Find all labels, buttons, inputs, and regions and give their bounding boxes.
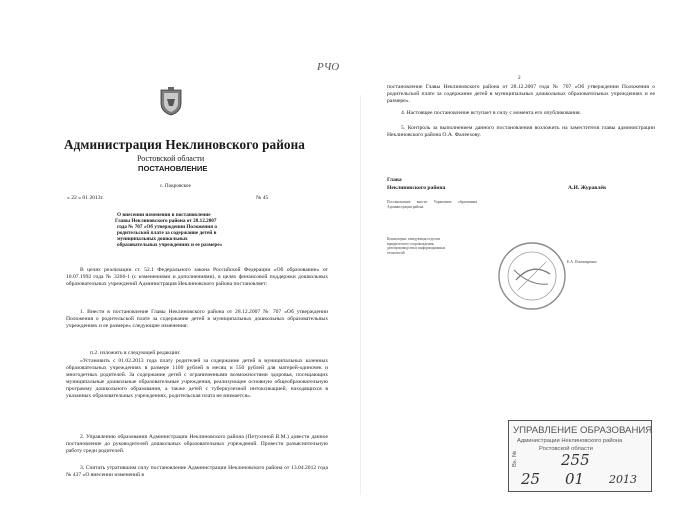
stamp-vh-number: 255 [561, 451, 590, 469]
coat-of-arms-icon [159, 86, 183, 116]
stamp-line-2: Администрации Неклиновского района [517, 438, 623, 444]
signature-name: А.И. Журавлёв [568, 185, 606, 191]
item-3: 3. Считать утратившим силу постановление Администрации Неклиновского района от 13.04.2012 года № 437 «О внесении изменений в [66, 465, 328, 478]
stamp-date-month: 01 [565, 470, 585, 488]
page-number: 2 [518, 75, 521, 81]
number-line: № 45 [256, 195, 269, 201]
signature-title: Неклиновского района [387, 185, 446, 191]
stamp-line-1: УПРАВЛЕНИЕ ОБРАЗОВАНИЯ [513, 425, 653, 436]
heading-line: О внесении изменения в постановление [117, 212, 211, 218]
heading-line: муниципальных дошкольных [117, 236, 188, 242]
stamp-date-day: 25 [521, 470, 541, 488]
admin-title: Администрация Неклиновского района [64, 137, 306, 152]
item-3-continued: постановление Главы Неклиновского района от 28.12.2007 года № 707 «Об утверждении Положения о родительской плате за содержание детей в муниципальных дошкольных образовательных учреждениях и ее размере». [387, 84, 655, 104]
heading-line: образовательных учреждениях и ее размере» [117, 242, 223, 248]
certifier-name: Е.А. Пономаренко [567, 260, 597, 264]
incoming-stamp [508, 420, 652, 492]
stamp-date-year: 2013 [609, 473, 637, 486]
heading-line: Главы Неклиновского района от 28.12.2007 [115, 218, 217, 224]
item-2: 2. Управлению образования Администрации Неклиновского района (Петухиной В.М.) довести данное постановление до руководителей дошкольных образовательных учреждений. Провести разъяснительную работу среди родителей. [66, 434, 328, 454]
heading-line: родительской плате за содержание детей в [117, 230, 217, 236]
round-seal-icon [496, 240, 568, 312]
region-line: Ростовской области [137, 154, 205, 163]
item-5: 5. Контроль за выполнением данного постановления возложить на заместителя главы администрации Неклиновского района О.А. Фалеехову. [387, 125, 655, 138]
heading-line: года № 707 «Об утверждении Положения о [117, 224, 217, 230]
stamp-line-3: Ростовской области [539, 446, 593, 452]
copy-certification: Копия верна: заведующая отделом юридического сопровождения, делопроизводства и информационных технологий [387, 237, 446, 255]
handwritten-mark: РЧО [317, 61, 340, 73]
item-4: 4. Настоящее постановление вступает в силу с момента его опубликования. [401, 110, 581, 116]
doc-type: ПОСТАНОВЛЕНИЕ [138, 164, 208, 173]
quote-paragraph: «Установить с 01.02.2013 года плату родителей за содержание детей в муниципальных казенных образовательных учреждениях в размере 1100 рублей в месяц и 550 рублей для матерей-одиночек и многодетных родителей. За содержание детей с ограниченными возможностями здоровья, посещающих муниципальные дошкольные образовательные учреждения, реализующие основную общеобразовательную программу дошкольного образования, а также детей с туберкулезной интоксикацией, находящихся в указанных образовательных учреждениях, родительская плата не взимается». [66, 358, 328, 399]
item-1: 1. Внести в постановление Главы Неклиновского района от 28.12.2007 № 707 «Об утверждении Положения о родительской плате за содержание детей в муниципальных дошкольных образовательных учреждениях и ее размере» следующие изменения: [66, 309, 328, 329]
stamp-vh-label: Вх. № [512, 450, 518, 467]
preamble-paragraph: В целях реализации ст. 52.1 Федерального закона Российской Федерации «Об образовании» от 10.07.1992 года № 3266-1 (с изменениями и дополнениями), в целях финансовой поддержки дошкольных образовательных учреждений Администрация Неклиновского района постановляет: [66, 267, 328, 287]
submitter-note: Постановление вносит Управление образования Администрации района [387, 200, 477, 209]
signature-title: Глава [387, 177, 402, 183]
page-divider [360, 95, 361, 495]
place-line: с. Покровское [160, 183, 191, 189]
date-line: « 22 » 01 2013г. [67, 195, 104, 201]
item-1-sub: п.2. изложить в следующей редакции: [90, 350, 181, 356]
